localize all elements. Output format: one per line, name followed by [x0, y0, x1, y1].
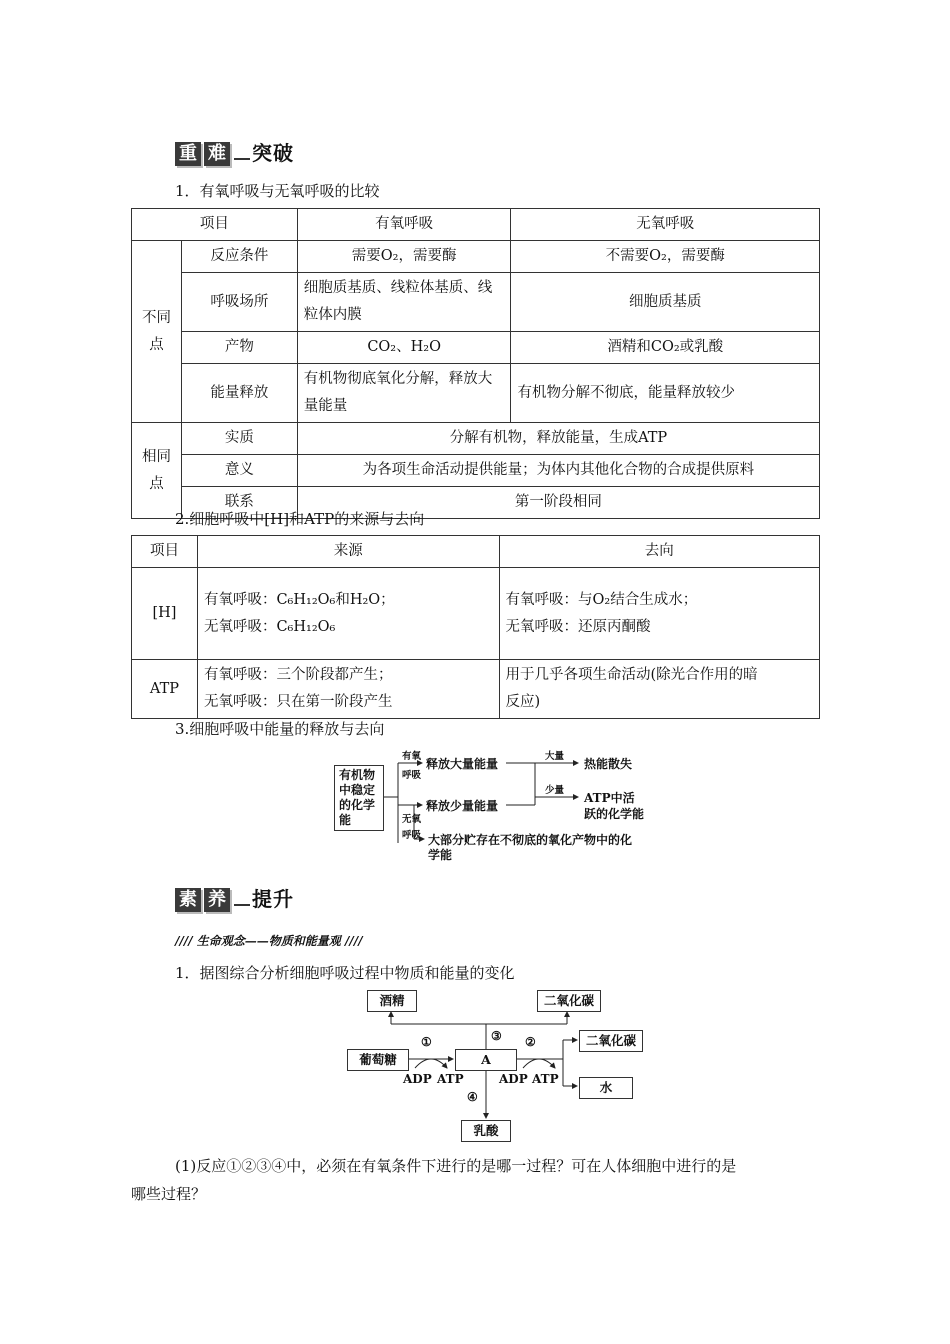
label-anaerobic-2: 呼吸	[402, 830, 422, 841]
box-a: A	[455, 1049, 517, 1071]
row-label: ATP	[132, 660, 198, 719]
banner-rest: 提升	[252, 887, 294, 911]
label-large: 大量	[545, 751, 565, 762]
box-water: 水	[579, 1077, 633, 1099]
cell-source: 有氧呼吸：三个阶段都产生； 无氧呼吸：只在第一阶段产生	[197, 660, 499, 719]
cell-source: 有氧呼吸：C₆H₁₂O₆和H₂O； 无氧呼吸：C₆H₁₂O₆	[197, 568, 499, 660]
row-label: 能量释放	[181, 364, 297, 423]
energy-flow-diagram	[330, 745, 670, 865]
label-step-4: ④	[467, 1090, 478, 1104]
group-diff: 不同 点	[132, 241, 182, 423]
box-alcohol: 酒精	[367, 990, 417, 1012]
cell-common: 分解有机物，释放能量，生成ATP	[297, 423, 819, 455]
label-aerobic: 有氧	[402, 751, 422, 762]
cell-aerobic: 细胞质基质、线粒体基质、线粒体内膜	[297, 273, 511, 332]
row-label: 意义	[181, 455, 297, 487]
section-banner-key-points	[175, 136, 294, 166]
cell-aerobic: 有机物彻底氧化分解，释放大量能量	[297, 364, 511, 423]
cell-common: 第一阶段相同	[297, 487, 819, 519]
banner-rest: 突破	[252, 141, 294, 165]
table-header-row	[132, 209, 820, 241]
cell-dest: 用于几乎各项生命活动(除光合作用的暗 反应)	[499, 660, 819, 719]
row-label: 呼吸场所	[181, 273, 297, 332]
atp-energy-2: 跃的化学能	[584, 807, 645, 821]
cell-aerobic: CO₂、H₂O	[297, 332, 511, 364]
row-label: 产物	[181, 332, 297, 364]
cell-anaerobic: 细胞质基质	[511, 273, 820, 332]
flow-source-box: 有机物 中稳定 的化学 能	[334, 765, 384, 831]
label-step-2: ②	[525, 1035, 536, 1049]
cell-anaerobic: 酒精和CO₂或乳酸	[511, 332, 820, 364]
banner-char-1: 素	[175, 888, 201, 912]
section1-heading: 1．有氧呼吸与无氧呼吸的比较	[175, 182, 380, 200]
box-glucose: 葡萄糖	[347, 1049, 409, 1071]
label-adp-1: ADP	[403, 1072, 432, 1086]
release-small: 释放少量能量	[426, 799, 499, 813]
comparison-table	[131, 208, 820, 519]
label-small: 少量	[545, 785, 565, 796]
section3-heading: 3.细胞呼吸中能量的释放与去向	[175, 720, 385, 738]
box-lactic: 乳酸	[461, 1120, 511, 1142]
row-label: [H]	[132, 568, 198, 660]
box-co2-right: 二氧化碳	[579, 1030, 643, 1052]
subtitle: //// 生命观念——物质和能量观 ////	[175, 934, 363, 948]
stored-energy: 大部分贮存在不彻底的氧化产物中的化	[428, 833, 633, 847]
table-row	[132, 241, 820, 273]
cell-anaerobic: 有机物分解不彻底，能量释放较少	[511, 364, 820, 423]
header-item: 项目	[132, 209, 298, 241]
cell-aerobic: 需要O₂，需要酶	[297, 241, 511, 273]
respiration-diagram	[345, 988, 645, 1148]
banner-char-1: 重	[175, 142, 201, 166]
label-anaerobic: 无氧	[402, 814, 422, 825]
label-adp-2: ADP	[499, 1072, 528, 1086]
section2-heading: 2.细胞呼吸中[H]和ATP的来源与去向	[175, 510, 425, 528]
cell-common: 为各项生命活动提供能量；为体内其他化合物的合成提供原料	[297, 455, 819, 487]
cell-anaerobic: 不需要O₂，需要酶	[511, 241, 820, 273]
label-aerobic-2: 呼吸	[402, 770, 422, 781]
label-atp-2: ATP	[532, 1072, 559, 1086]
banner-char-2: 养	[204, 888, 230, 912]
label-step-3: ③	[491, 1029, 502, 1043]
table-row	[132, 455, 820, 487]
banner-char-2: 难	[204, 142, 230, 166]
question-text: (1)反应①②③④中，必须在有氧条件下进行的是哪一过程？可在人体细胞中进行的是 哪些过程？	[131, 1157, 737, 1203]
stored-energy-2: 学能	[428, 848, 453, 862]
release-large: 释放大量能量	[426, 757, 499, 771]
row-label: 联系	[181, 487, 297, 519]
header-anaerobic: 无氧呼吸	[511, 209, 820, 241]
row-label: 实质	[181, 423, 297, 455]
table-row	[132, 273, 820, 332]
heat-loss: 热能散失	[584, 757, 633, 771]
row-label: 反应条件	[181, 241, 297, 273]
table-row	[132, 568, 820, 660]
header-dest: 去向	[499, 536, 819, 568]
header-item: 项目	[132, 536, 198, 568]
table-header-row	[132, 536, 820, 568]
box-co2-top: 二氧化碳	[537, 990, 601, 1012]
table-row	[132, 423, 820, 455]
h-atp-table	[131, 535, 820, 719]
header-aerobic: 有氧呼吸	[297, 209, 511, 241]
label-step-1: ①	[421, 1035, 432, 1049]
cell-dest: 有氧呼吸：与O₂结合生成水； 无氧呼吸：还原丙酮酸	[499, 568, 819, 660]
header-source: 来源	[197, 536, 499, 568]
table-row	[132, 364, 820, 423]
label-atp-1: ATP	[437, 1072, 464, 1086]
table-row	[132, 660, 820, 719]
question1-heading: 1．据图综合分析细胞呼吸过程中物质和能量的变化	[175, 964, 515, 982]
atp-energy: ATP中活	[584, 791, 635, 805]
table-row	[132, 332, 820, 364]
section-banner-literacy	[175, 882, 294, 912]
group-same: 相同 点	[132, 423, 182, 519]
